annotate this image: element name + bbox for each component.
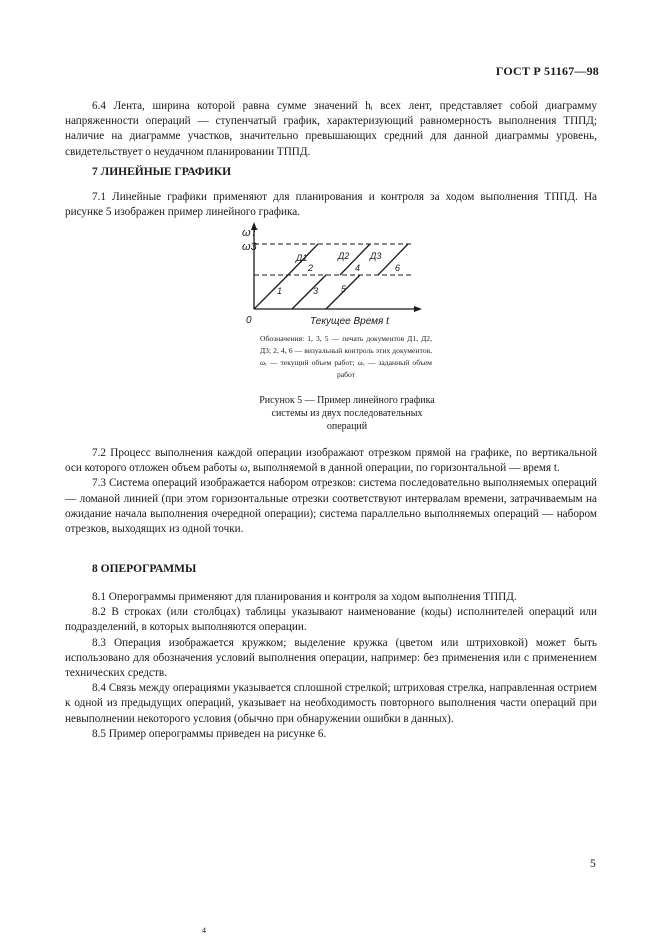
x-axis-arrow	[414, 306, 422, 312]
label-d2: Д2	[338, 251, 350, 261]
figure-5-caption: Рисунок 5 — Пример линейного графика системы из двух последовательных операций	[259, 395, 435, 432]
section-7-1	[65, 190, 597, 220]
section-7-2-7-3	[65, 446, 597, 537]
figure-5-line-chart	[240, 222, 440, 332]
label-d3: Д3	[370, 251, 382, 261]
page-mark: 4	[202, 926, 206, 935]
document-code: ГОСТ Р 51167—98	[495, 64, 599, 78]
operation-3-segment	[292, 275, 326, 309]
label-5: 5	[341, 284, 347, 294]
paragraph-7-2: 7.2 Процесс выполнения каждой операции изображают отрезком прямой на графике, по вертикальной оси которого отложен объем работы ω, выполняемой в данной операции, по горизонтальной — время t.	[65, 447, 597, 475]
x-axis-label: Текущее Время t	[310, 316, 389, 327]
label-d1: Д1	[296, 253, 308, 263]
section-6-4	[65, 99, 597, 160]
paragraph-8-5: 8.5 Пример оперограммы приведен на рисунке 6.	[92, 727, 327, 740]
origin-label: 0	[246, 315, 252, 326]
y-label-target: ω3	[242, 241, 257, 253]
paragraph-8-1: 8.1 Оперограммы применяют для планирования и контроля за ходом выполнения ТППД.	[92, 591, 517, 603]
label-1: 1	[277, 286, 283, 296]
paragraph-8-2: 8.2 В строках (или столбцах) таблицы указывают наименование (коды) исполнителей операций или подразделений, в которых выполняются операции.	[65, 606, 597, 634]
paragraph-8-3: 8.3 Операция изображается кружком; выделение кружка (цветом или штриховкой) может быть использовано для обозначения условий выполнения операции, например: без применения или с применением технических средств.	[65, 636, 597, 680]
label-4: 4	[355, 263, 361, 273]
section-8-body	[65, 590, 597, 742]
label-3: 3	[313, 286, 319, 296]
operation-6-segment	[378, 244, 408, 275]
page-number: 5	[590, 858, 596, 870]
paragraph-7-1: 7.1 Линейные графики применяют для планирования и контроля за ходом выполнения ТППД. На рисунке 5 изображен пример линейного графика.	[65, 191, 597, 219]
label-2: 2	[308, 263, 314, 273]
label-6: 6	[395, 263, 401, 273]
heading-section-8: 8 ОПЕРОГРАММЫ	[92, 563, 197, 575]
heading-section-7: 7 ЛИНЕЙНЫЕ ГРАФИКИ	[92, 166, 232, 178]
paragraph-6-4: 6.4 Лента, ширина которой равна сумме значений hᵢ всех лент, представляет собой диаграмму напряженности операций — ступенчатый график, характеризующий равномерность выполнения ТППД; наличие на диаграмме участков, значительно превышающих средний для данной диаграммы уровень, свидетельствует о неудачном планировании ТППД.	[65, 100, 597, 158]
figure-5-legend: Обозначения: 1, 3, 5 — печать документов Д1, Д2, Д3; 2, 4, 6 — визуальный контроль этих документов, ωᵣ — текущий объем работ; ωₑ — заданный объем работ	[260, 334, 432, 379]
y-label-current: ωT	[242, 227, 258, 239]
paragraph-7-3: 7.3 Система операций изображается набором отрезков: система последовательно выполняемых операций — ломаной линией (при этом горизонтальные отрезки соответствуют интервалам времени, затрачиваемым на ожидание начала выполнения очередной операции); система параллельно выполняемых операций — набором отрезков, выходящих из одной точки.	[65, 477, 597, 536]
operation-1-segment	[254, 275, 288, 309]
paragraph-8-4: 8.4 Связь между операциями указывается сплошной стрелкой; штриховая стрелка, направленная острием к одной из предыдущих операций, указывает на необходимость повторного выполнения части операций при невыполнении некоторого условия (обычно при обнаружении ошибки в данных).	[65, 682, 597, 725]
